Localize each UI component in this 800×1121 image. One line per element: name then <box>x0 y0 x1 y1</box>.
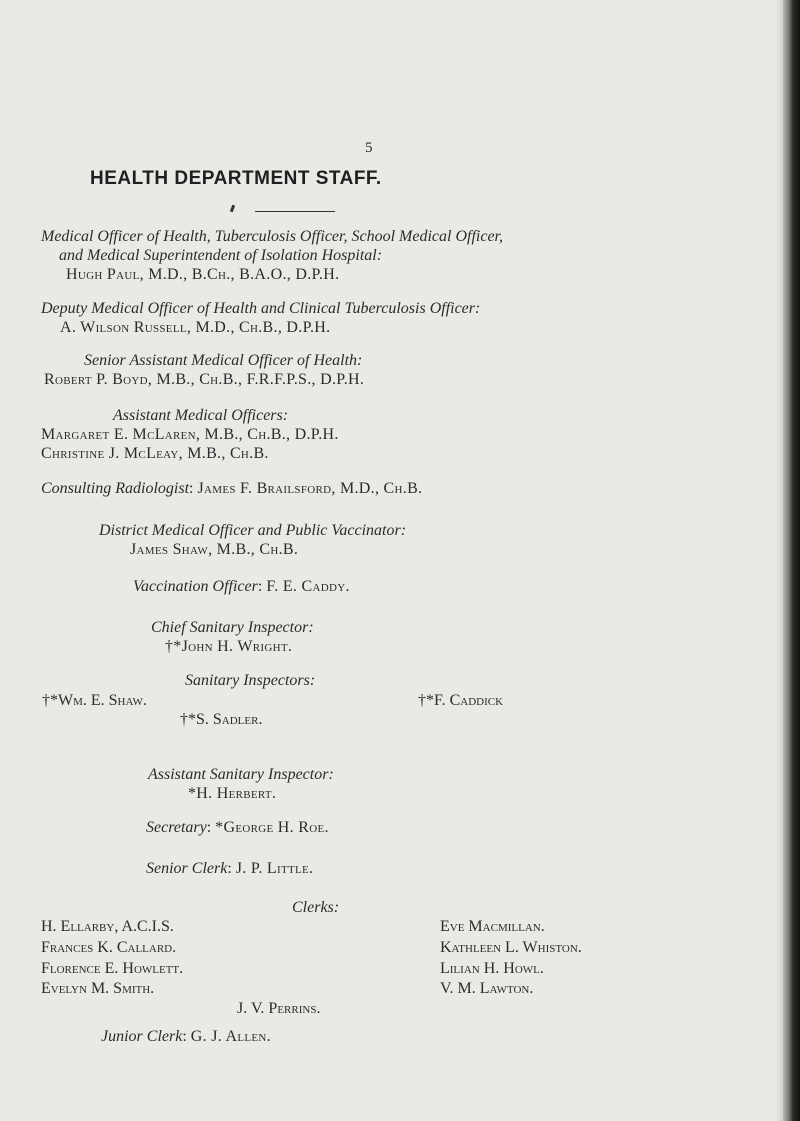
separator-colon: : <box>189 480 198 497</box>
separator-colon: : <box>182 1028 191 1045</box>
role-clerks: Clerks: <box>292 899 340 916</box>
clerk-right-3: Lilian H. Howl. <box>440 960 544 977</box>
separator-colon: : <box>206 819 216 836</box>
entry-senior-assistant <box>44 351 364 389</box>
name-sanitary-3: †*S. Sadler. <box>180 711 263 728</box>
name-sanitary-2: †*F. Caddick <box>418 692 504 709</box>
name-assistant-sanitary: *H. Herbert. <box>188 785 277 802</box>
book-binding <box>783 0 800 1121</box>
clerk-right-4: V. M. Lawton. <box>440 980 534 997</box>
clerk-left-1: H. Ellarby, A.C.I.S. <box>41 918 174 935</box>
role-district: District Medical Officer and Public Vaccinator: <box>99 522 407 539</box>
role-assistant-sanitary: Assistant Sanitary Inspector: <box>148 766 334 783</box>
name-chief-sanitary: †*John H. Wright. <box>165 638 293 655</box>
entry-senior-clerk <box>146 859 313 878</box>
entry-secretary <box>146 818 329 837</box>
role-assistants: Assistant Medical Officers: <box>113 407 289 424</box>
entry-moh <box>41 227 503 284</box>
entry-chief-sanitary <box>151 618 314 656</box>
clerk-left-4: Evelyn M. Smith. <box>41 980 155 997</box>
role-senior-clerk: Senior Clerk <box>146 860 228 877</box>
entry-assistants <box>41 406 339 463</box>
name-sanitary-1: †*Wm. E. Shaw. <box>42 692 147 709</box>
clerk-right-2: Kathleen L. Whiston. <box>440 939 582 956</box>
page-number: 5 <box>365 140 373 156</box>
role-chief-sanitary: Chief Sanitary Inspector: <box>151 619 314 636</box>
name-radiologist: James F. Brailsford, M.D., Ch.B. <box>197 480 423 497</box>
name-assistant-1: Margaret E. McLaren, M.B., Ch.B., D.P.H. <box>41 426 339 443</box>
role-vaccination: Vaccination Officer <box>133 578 258 595</box>
clerk-center: J. V. Perrins. <box>237 1000 321 1017</box>
name-moh: Hugh Paul, M.D., B.Ch., B.A.O., D.P.H. <box>66 266 340 283</box>
name-assistant-2: Christine J. McLeay, M.B., Ch.B. <box>41 445 269 462</box>
role-deputy: Deputy Medical Officer of Health and Clinical Tuberculosis Officer: <box>41 300 481 317</box>
name-vaccination: F. E. Caddy. <box>266 578 350 595</box>
name-senior-clerk: J. P. Little. <box>235 860 314 877</box>
name-secretary: *George H. Roe. <box>215 819 329 836</box>
clerk-right-1: Eve Macmillan. <box>440 918 545 935</box>
page-title: HEALTH DEPARTMENT STAFF. <box>90 168 382 189</box>
role-moh-line1: Medical Officer of Health, Tuberculosis Officer, School Medical Officer, <box>41 228 503 245</box>
entry-district <box>99 521 406 559</box>
title-dot <box>230 205 235 213</box>
separator-colon: : <box>257 578 267 595</box>
title-rule <box>255 211 335 212</box>
name-senior-assistant: Robert P. Boyd, M.B., Ch.B., F.R.F.P.S., D.P.H. <box>44 371 365 388</box>
role-junior-clerk: Junior Clerk <box>101 1028 183 1045</box>
clerk-left-3: Florence E. Howlett. <box>41 960 184 977</box>
entry-deputy <box>41 299 480 337</box>
separator-colon: : <box>227 860 236 877</box>
entry-radiologist <box>41 479 422 498</box>
role-senior-assistant: Senior Assistant Medical Officer of Health: <box>84 352 363 369</box>
role-secretary: Secretary <box>146 819 207 836</box>
name-district: James Shaw, M.B., Ch.B. <box>130 541 299 558</box>
name-junior-clerk: G. J. Allen. <box>190 1028 271 1045</box>
entry-junior-clerk <box>101 1027 271 1046</box>
name-deputy: A. Wilson Russell, M.D., Ch.B., D.P.H. <box>60 319 331 336</box>
entry-vaccination <box>133 577 350 596</box>
role-moh-line2: and Medical Superintendent of Isolation Hospital: <box>59 247 383 264</box>
entry-assistant-sanitary <box>148 765 334 803</box>
clerk-left-2: Frances K. Callard. <box>41 939 177 956</box>
role-radiologist: Consulting Radiologist <box>41 480 190 497</box>
role-sanitary: Sanitary Inspectors: <box>185 672 316 689</box>
